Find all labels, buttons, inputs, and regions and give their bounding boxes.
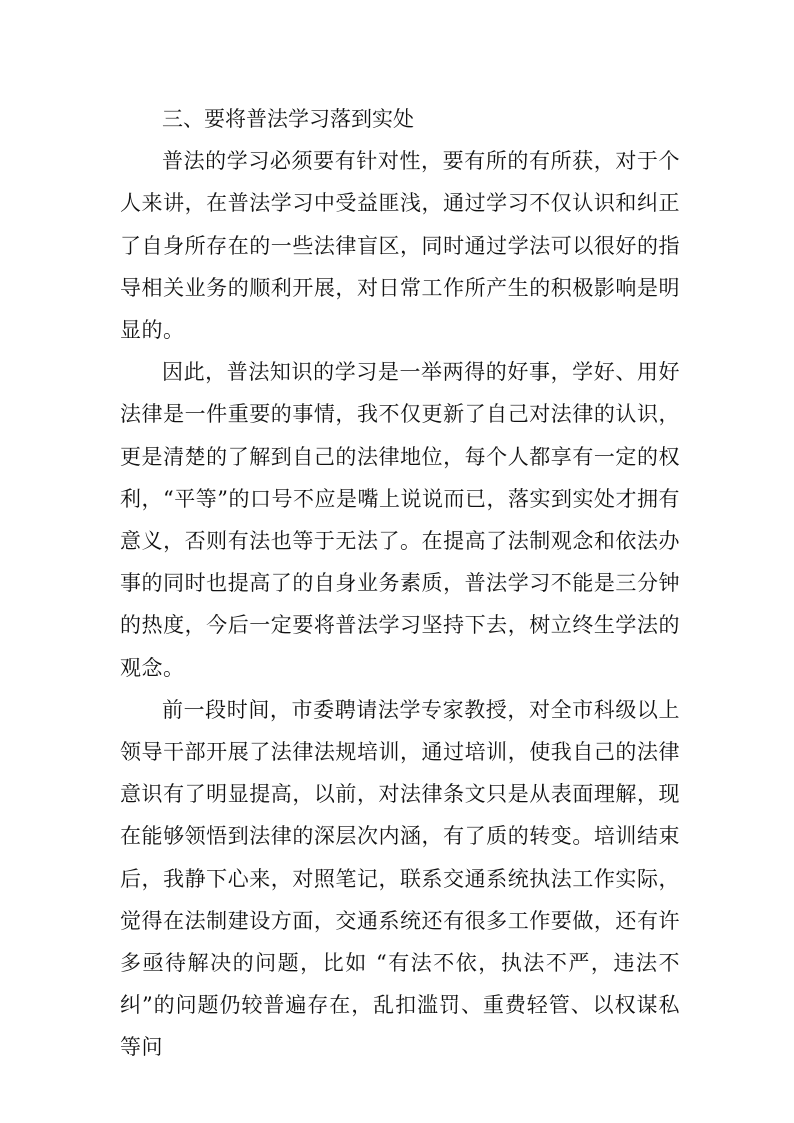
paragraph: 前一段时间，市委聘请法学专家教授，对全市科级以上领导干部开展了法律法规培训，通过培训，使我自己的法律意识有了明显提高，以前，对法律条文只是从表面理解，现在能够领悟到法律的深层次内涵，有了质的转变。培训结束后，我静下心来，对照笔记，联系交通系统执法工作实际，觉得在法制建设方面，交通系统还有很多工作要做，还有许多亟待解决的问题，比如 “有法不依，执法不严，违法不纠”的问题仍较普遍存在，乱扣滥罚、重费轻管、以权谋私等问 [120,697,680,1060]
paragraph: 普法的学习必须要有针对性，要有所的有所获，对于个人来讲，在普法学习中受益匪浅，通过学习不仅认识和纠正了自身所存在的一些法律盲区，同时通过学法可以很好的指导相关业务的顺利开展，对日常工作所产生的积极影响是明显的。 [120,149,680,343]
section-heading: 三、要将普法学习落到实处 [162,107,414,131]
paragraph: 因此，普法知识的学习是一举两得的好事，学好、用好法律是一件重要的事情，我不仅更新了自己对法律的认识，更是清楚的了解到自己的法律地位，每个人都享有一定的权利，“平等”的口号不应是嘴上说说而已，落实到实处才拥有意义，否则有法也等于无法了。在提高了法制观念和依法办事的同时也提高了的自身业务素质，普法学习不能是三分钟的热度，今后一定要将普法学习坚持下去，树立终生学法的观念。 [120,360,680,680]
document-body [120,98,680,1069]
